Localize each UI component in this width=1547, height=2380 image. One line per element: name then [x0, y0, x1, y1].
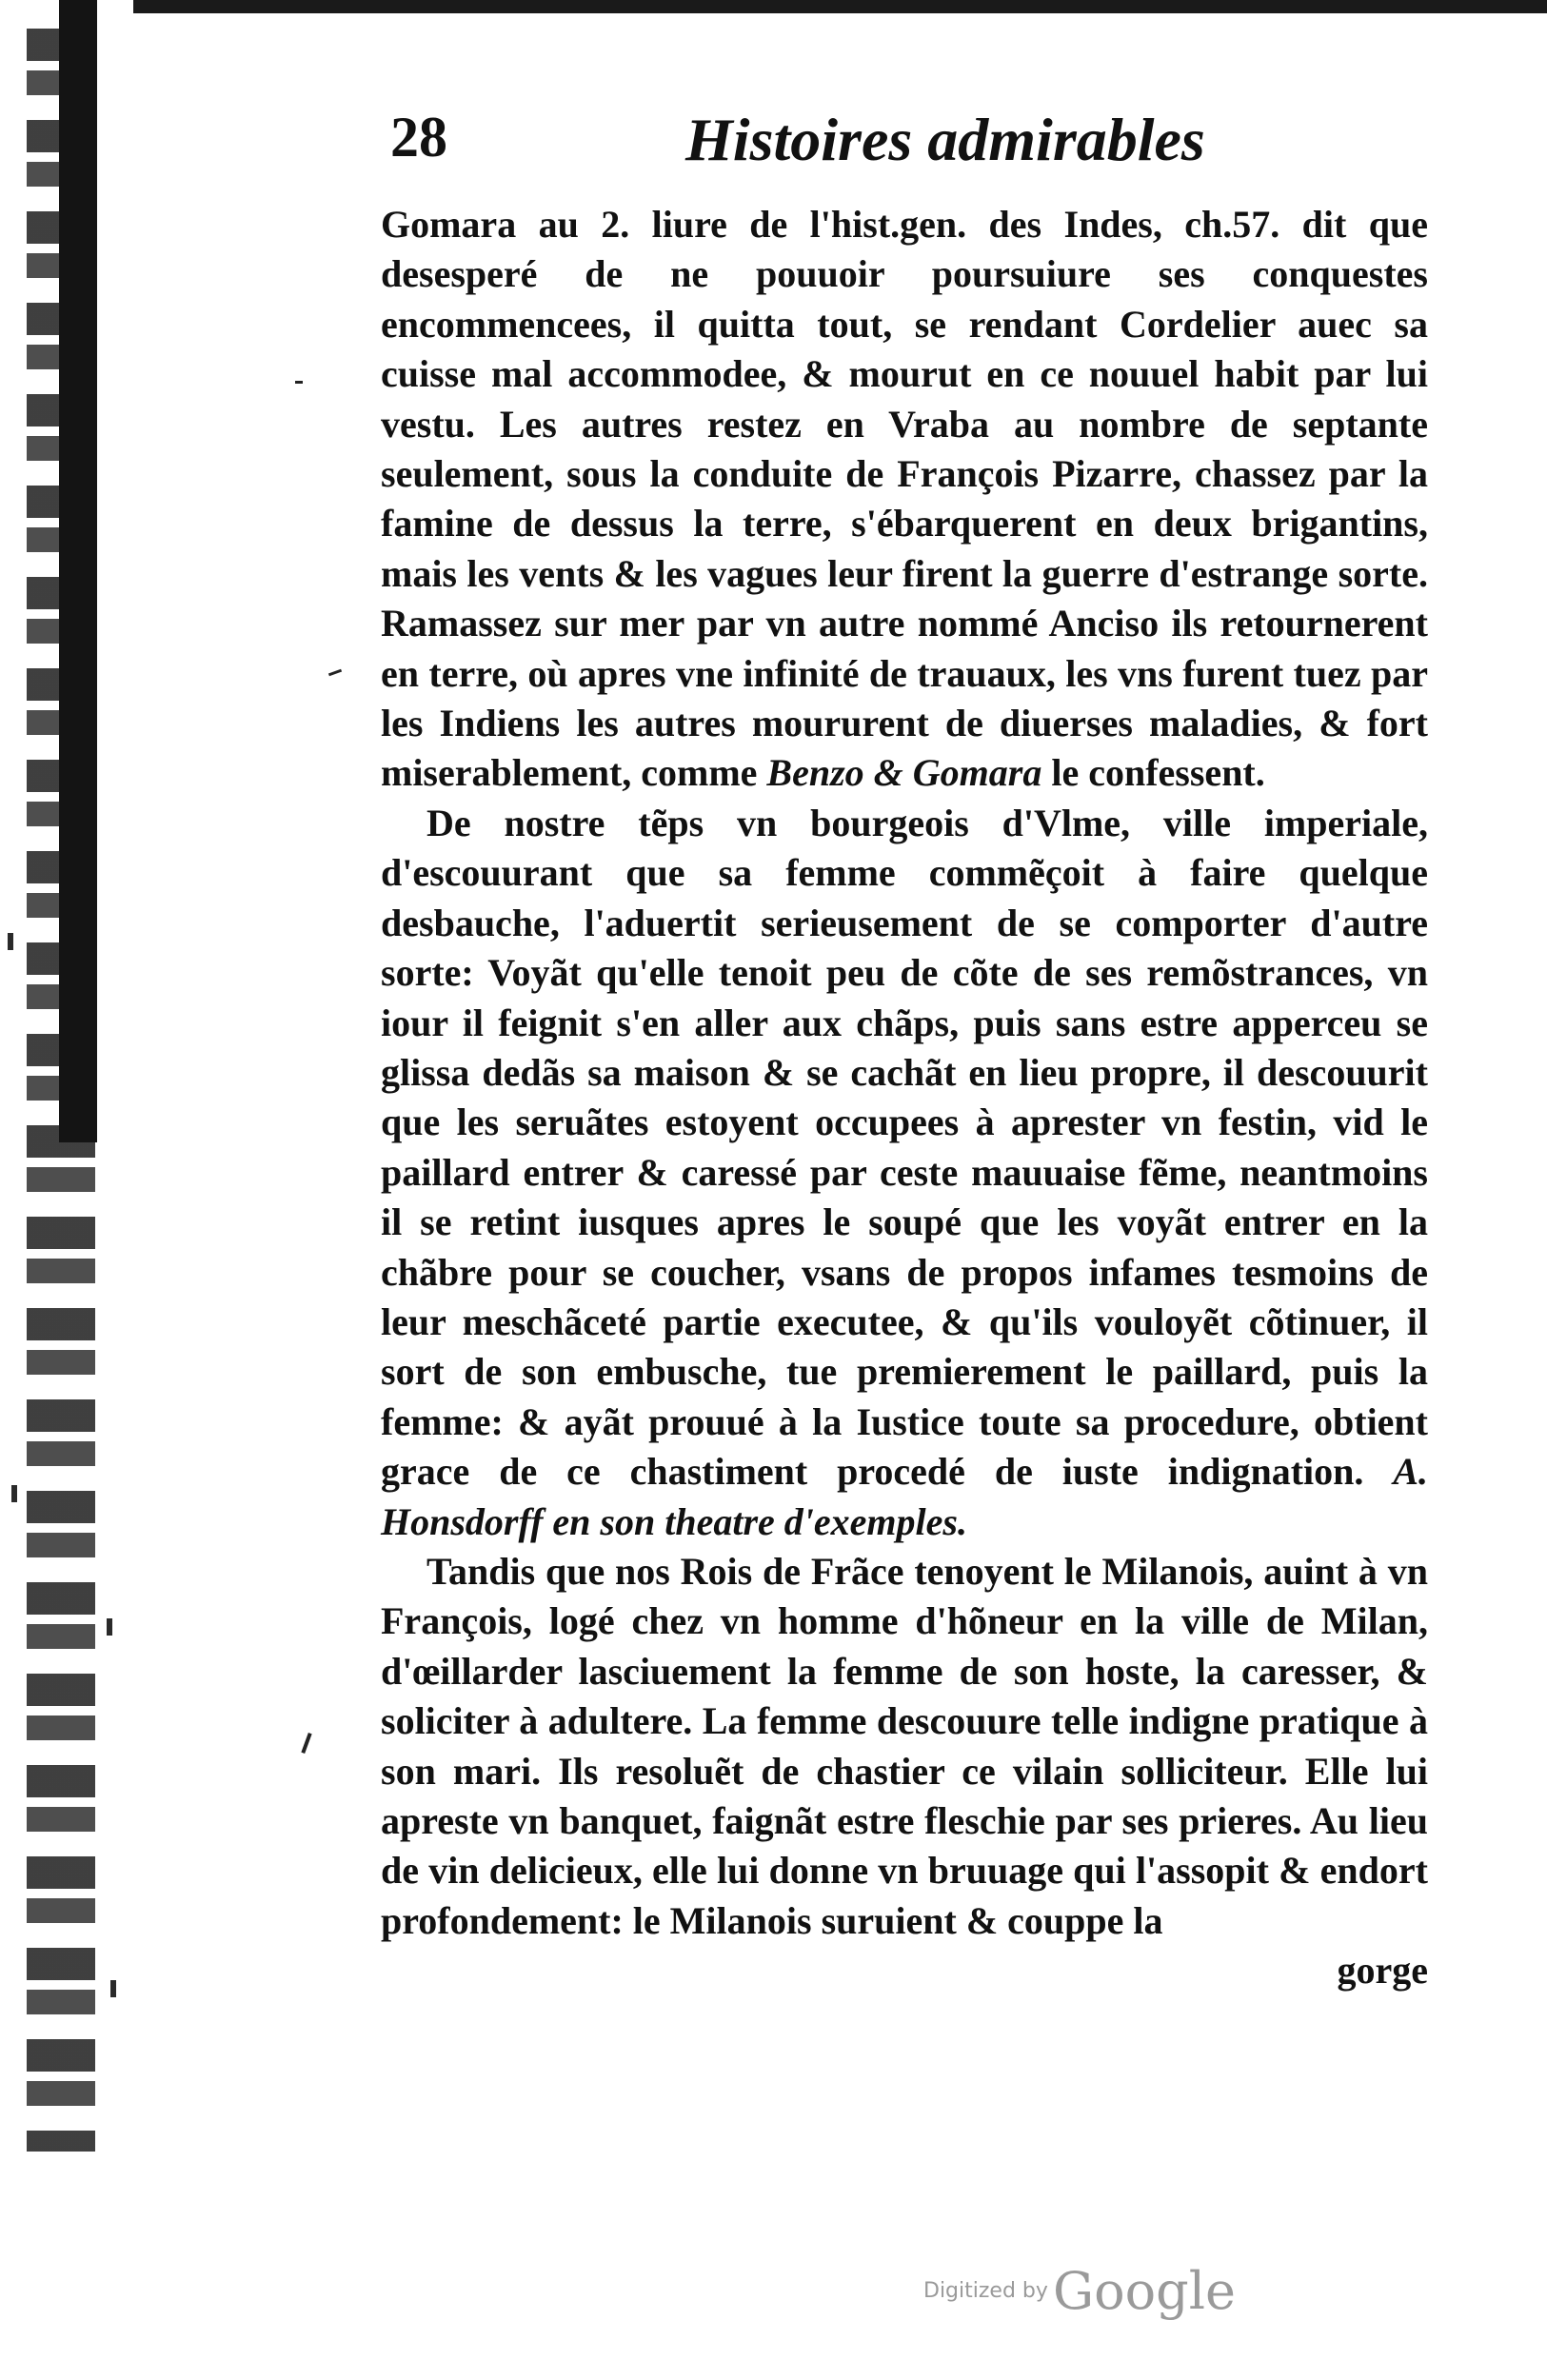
gutter-speck	[107, 1618, 112, 1636]
paragraph-2-text: De nostre tẽps vn bourgeois d'Vlme, ville imperiale, d'escouurant que sa femme commẽçoit à faire quelque desbauche, l'aduertit serieusement de se comporter d'autre sorte: Voyãt qu'elle tenoit peu de cõte de ses remõstrances, vn iour il feignit s'en aller aux chãps, puis sans estre apperceu se glissa dedãs sa maison & se cachãt en lieu propre, il descouurit que les seruãtes estoyent occupees à aprester vn festin, vid le paillard entrer & caressé par ceste mauuaise fẽme, neantmoins il se retint iusques apres le soupé que les voyãt entrer en la chãbre pour se coucher, vsans de propos infames tesmoins de leur meschãceté partie executee, & qu'ils vouloyẽt cõtinuer, il sort de son embusche, tue premierement le paillard, puis la femme: & ayãt prouué à la Iustice toute sa procedure, obtient grace de ce chastiment procedé de iuste indignation.	[381, 801, 1428, 1494]
gutter-inner-shadow	[59, 0, 97, 1142]
catchword: gorge	[1337, 1949, 1428, 1993]
stray-ink-mark	[295, 381, 303, 384]
paragraph-1	[381, 200, 1428, 799]
paragraph-1-text: Gomara au 2. liure de l'hist.gen. des Indes, ch.57. dit que desesperé de ne pouuoir poursuiure ses conquestes encommencees, il quitta tout, se rendant Cordelier auec sa cuisse mal accommodee, & mourut en ce nouuel habit par lui vestu. Les autres restez en Vraba au nombre de septante seulement, sous la conduite de François Pizarre, chassez par la famine de dessus la terre, s'ébarquerent en deux brigantins, mais les vents & les vagues leur firent la guerre d'estrange sorte. Ramassez sur mer par vn autre nommé Anciso ils retournerent en terre, où apres vne infinité de trauaux, les vns furent tuez par les Indiens les autres moururent de diuerses maladies, & fort miserablement, comme	[381, 203, 1428, 795]
running-title: Histoires admirables	[685, 106, 1205, 173]
paragraph-1-tail: le confessent.	[1041, 751, 1265, 795]
paragraph-2-italic-citation: A. Honsdorff en son theatre d'exemples.	[381, 1450, 1428, 1543]
top-scan-edge	[67, 0, 1547, 13]
gutter-speck	[110, 1980, 116, 1997]
page-number: 28	[390, 106, 447, 169]
paragraph-3	[381, 1547, 1428, 1946]
paragraph-3-text: Tandis que nos Rois de Frãce tenoyent le Milanois, auint à vn François, logé chez vn homme d'hõneur en la ville de Milan, d'œillarder lasciuement la femme de son hoste, la caresser, & soliciter à adultere. La femme descouure telle indigne pratique à son mari. Ils resoluẽt de chastier ce vilain solliciteur. Elle lui apreste vn banquet, faignãt estre fleschie par ses prieres. Au lieu de vin delicieux, elle lui donne vn bruuage qui l'assopit & endort profondement: le Milanois suruient & couppe la	[381, 1549, 1428, 1942]
body-text	[381, 200, 1428, 1946]
stray-ink-mark	[328, 669, 342, 677]
page-content	[381, 105, 1428, 1995]
digitized-by-google-watermark	[923, 2261, 1236, 2321]
gutter-speck	[11, 1485, 17, 1502]
gutter-speck	[8, 933, 13, 950]
stray-ink-mark	[301, 1733, 311, 1754]
paragraph-1-italic-citation: Benzo & Gomara	[766, 751, 1042, 795]
watermark-logo-text: Google	[1053, 2261, 1236, 2321]
watermark-small-text: Digitized by	[923, 2279, 1048, 2303]
gutter-binding-shadow	[0, 0, 133, 2380]
paragraph-2	[381, 799, 1428, 1547]
page-header	[381, 105, 1428, 190]
